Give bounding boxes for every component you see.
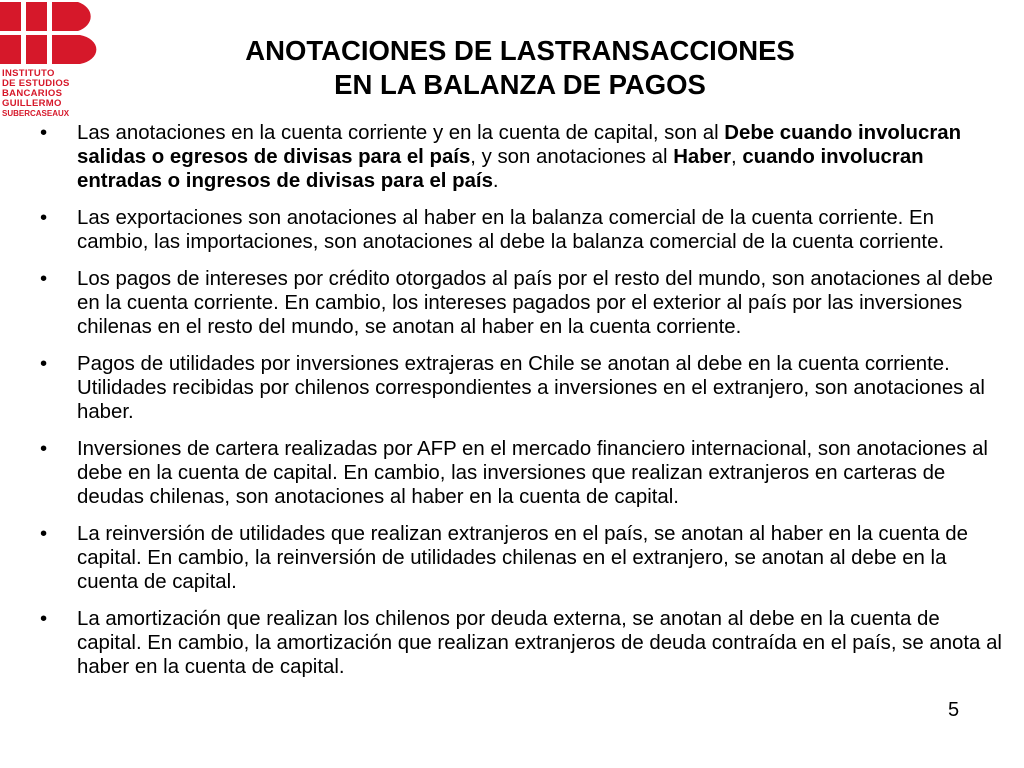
institute-logo: [0, 0, 110, 120]
bullet-text-bold: cuando involucran entradas o ingresos de divisas para el país: [77, 146, 924, 192]
bullet-text: Las anotaciones en la cuenta corriente y en la cuenta de capital, son al: [77, 122, 725, 144]
bullet-text: Inversiones de cartera realizadas por AFP en el mercado financiero internacional, son anotaciones al debe en la cuenta de capital. En cambio, las inversiones que realizan extranjeros en carteras de deudas chilenas, son anotaciones al haber en la cuenta de capital.: [77, 438, 988, 508]
logo-line: INSTITUTO: [2, 68, 55, 79]
logo-line: SUBERCASEAUX: [2, 109, 70, 118]
bullet-text: Los pagos de intereses por crédito otorgados al país por el resto del mundo, son anotaciones al debe en la cuenta corriente. En cambio, los intereses pagados por el exterior al país por las inversiones chilenas en el resto del mundo, se anotan al haber en la cuenta corriente.: [77, 268, 993, 338]
logo-text: [2, 69, 102, 119]
bullet-text: , y son anotaciones al: [470, 146, 674, 168]
bullet-item: [40, 352, 1006, 424]
logo-line: DE ESTUDIOS: [2, 78, 70, 89]
page-number: 5: [948, 699, 960, 721]
logo-line: BANCARIOS: [2, 88, 63, 99]
slide-title: [120, 34, 920, 102]
bullet-item: [40, 522, 1006, 594]
bullet-item: [40, 206, 1006, 254]
bullet-item: [40, 267, 1006, 339]
title-line-1: ANOTACIONES DE LASTRANSACCIONES: [245, 35, 795, 66]
bullet-text: Pagos de utilidades por inversiones extrajeras en Chile se anotan al debe en la cuenta corriente. Utilidades recibidas por chilenos correspondientes a inversiones en el extranjero, son anotaciones al haber.: [77, 353, 985, 423]
bullet-text: ,: [731, 146, 743, 168]
ieb-logo-mark-icon: [0, 0, 104, 68]
bullet-text: .: [492, 170, 499, 192]
bullet-item: [40, 121, 1006, 193]
bullet-text: Las exportaciones son anotaciones al haber en la balanza comercial de la cuenta corriente. En cambio, las importaciones, son anotaciones al debe la balanza comercial de la cuenta corriente.: [77, 207, 945, 253]
logo-line: GUILLERMO: [2, 98, 62, 109]
bullet-text: La reinversión de utilidades que realizan extranjeros en el país, se anotan al haber en la cuenta de capital. En cambio, la reinversión de utilidades chilenas en el extranjero, se anotan al debe en la cuenta de capital.: [77, 523, 968, 593]
bullet-text: La amortización que realizan los chilenos por deuda externa, se anotan al debe en la cuenta de capital. En cambio, la amortización que realizan extranjeros de deuda contraída en el país, se anota al haber en la cuenta de capital.: [77, 608, 1002, 678]
title-line-2: EN LA BALANZA DE PAGOS: [334, 69, 706, 100]
bullet-text-bold: Haber: [673, 146, 731, 168]
bullet-item: [40, 607, 1006, 679]
bullet-text-bold: Debe cuando involucran salidas o egresos de divisas para el país: [77, 122, 962, 168]
bullet-list: [40, 121, 1006, 692]
bullet-item: [40, 437, 1006, 509]
